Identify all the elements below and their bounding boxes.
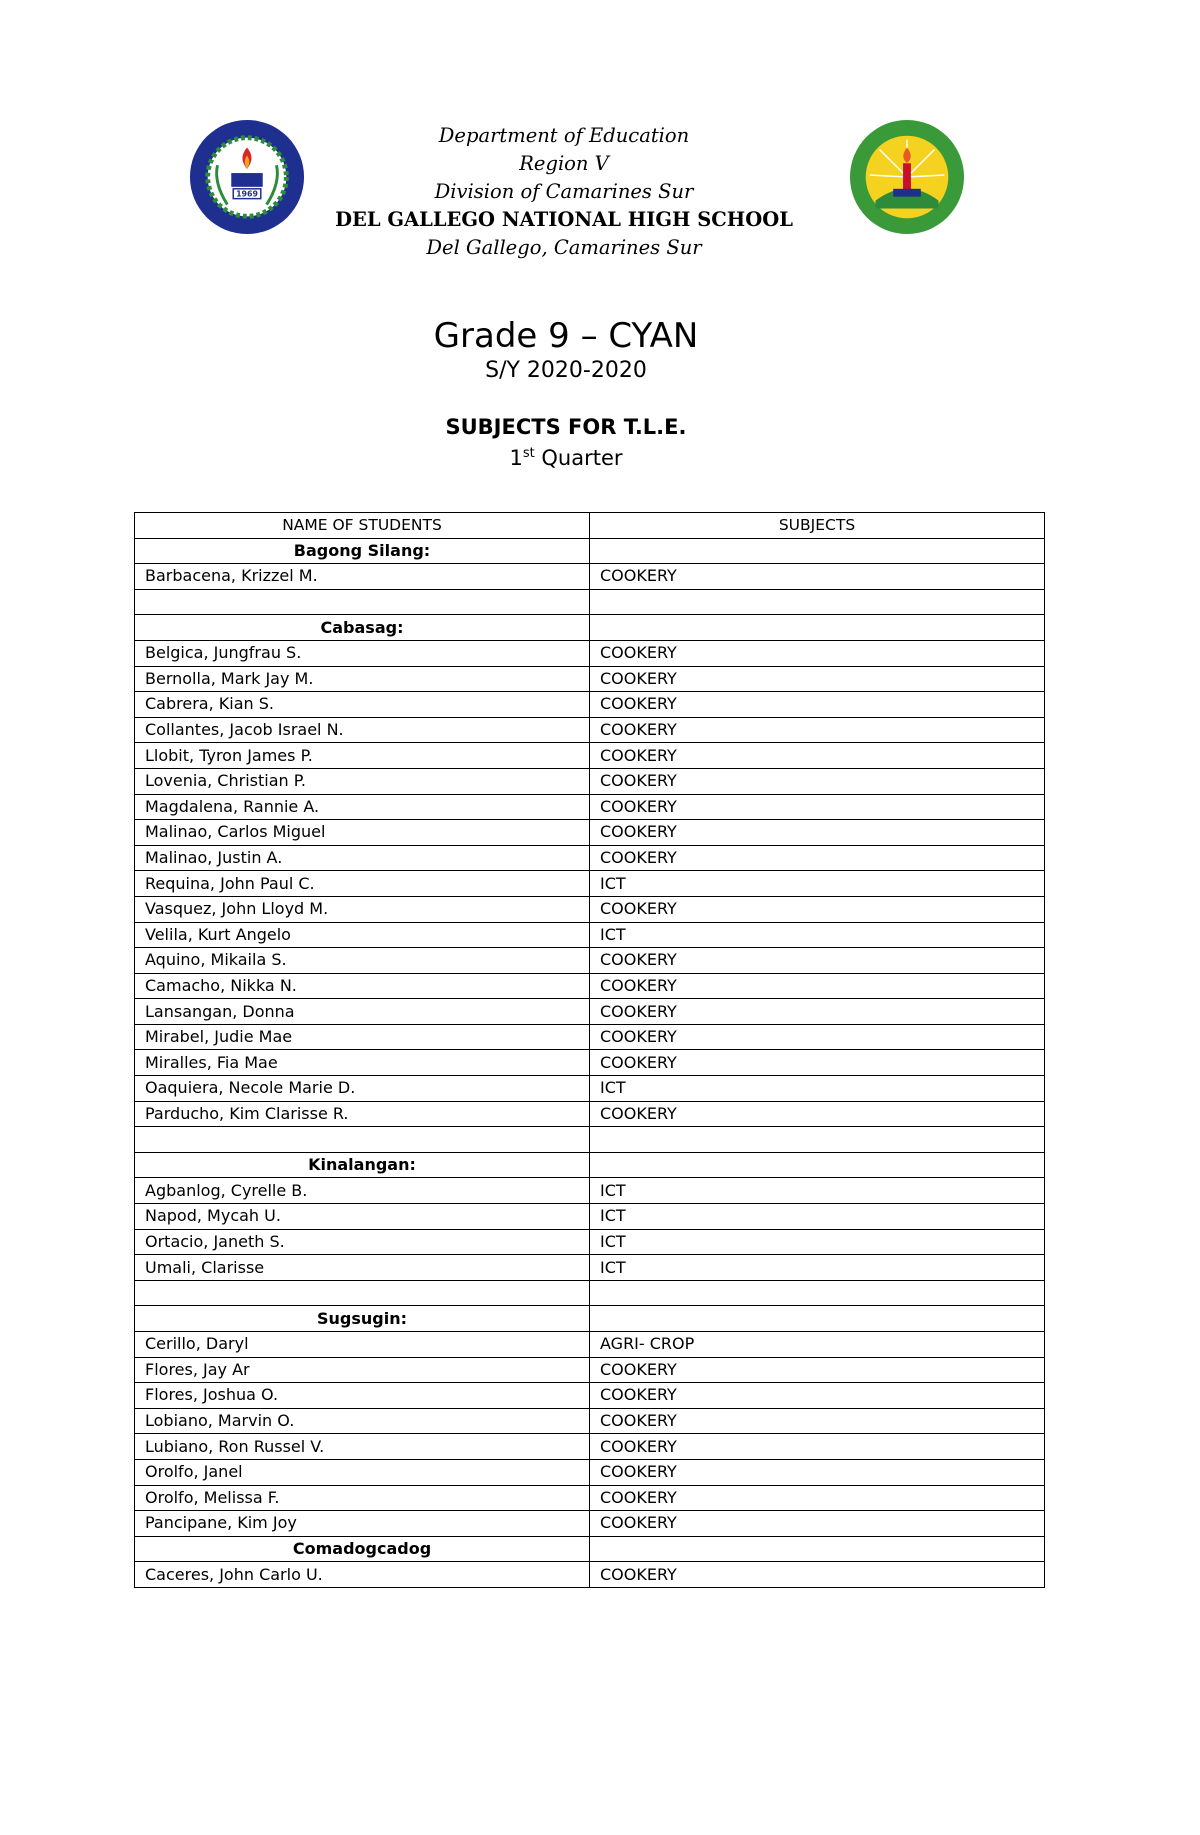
student-name: Lobiano, Marvin O. <box>135 1408 590 1434</box>
table-row <box>135 845 1045 871</box>
student-subject: COOKERY <box>590 1562 1045 1588</box>
student-subject: COOKERY <box>590 1459 1045 1485</box>
table-row <box>135 1434 1045 1460</box>
student-name <box>135 1127 590 1153</box>
group-row <box>135 538 1045 564</box>
table-row <box>135 1076 1045 1102</box>
subjects-heading: SUBJECTS FOR T.L.E. <box>445 415 687 439</box>
student-name: Barbacena, Krizzel M. <box>135 564 590 590</box>
school-logo <box>188 118 306 236</box>
student-subject: COOKERY <box>590 768 1045 794</box>
student-name: Parducho, Kim Clarisse R. <box>135 1101 590 1127</box>
barangay-name: Kinalangan: <box>135 1152 590 1178</box>
table-row <box>135 820 1045 846</box>
table-row <box>135 768 1045 794</box>
table-row <box>135 1459 1045 1485</box>
table-row <box>135 1101 1045 1127</box>
student-name: Llobit, Tyron James P. <box>135 743 590 769</box>
student-name: Collantes, Jacob Israel N. <box>135 717 590 743</box>
student-subject: COOKERY <box>590 794 1045 820</box>
student-name: Orolfo, Janel <box>135 1459 590 1485</box>
table-header-row <box>135 513 1045 539</box>
student-name: Napod, Mycah U. <box>135 1204 590 1230</box>
department-name: Department of Education <box>438 124 690 147</box>
table-row <box>135 1383 1045 1409</box>
quarter-number: 1 <box>509 446 523 470</box>
table-row <box>135 692 1045 718</box>
table-row <box>135 1511 1045 1537</box>
school-name: DEL GALLEGO NATIONAL HIGH SCHOOL <box>335 208 793 231</box>
student-subject: COOKERY <box>590 845 1045 871</box>
student-name <box>135 589 590 615</box>
student-subject: COOKERY <box>590 1408 1045 1434</box>
student-subject: ICT <box>590 871 1045 897</box>
document-header <box>300 122 828 262</box>
student-name: Belgica, Jungfrau S. <box>135 640 590 666</box>
student-name: Ortacio, Janeth S. <box>135 1229 590 1255</box>
student-name: Requina, John Paul C. <box>135 871 590 897</box>
student-subject: COOKERY <box>590 1050 1045 1076</box>
group-row <box>135 1152 1045 1178</box>
student-name: Agbanlog, Cyrelle B. <box>135 1178 590 1204</box>
student-subject <box>590 1306 1045 1332</box>
student-name: Flores, Jay Ar <box>135 1357 590 1383</box>
column-header-name: NAME OF STUDENTS <box>135 513 590 539</box>
student-subject <box>590 589 1045 615</box>
table-row <box>135 922 1045 948</box>
barangay-name: Bagong Silang: <box>135 538 590 564</box>
student-subject <box>590 538 1045 564</box>
blank-row <box>135 1127 1045 1153</box>
student-subject: COOKERY <box>590 1101 1045 1127</box>
quarter-label <box>0 439 1132 473</box>
student-name: Pancipane, Kim Joy <box>135 1511 590 1537</box>
student-name: Cerillo, Daryl <box>135 1332 590 1358</box>
student-name: Velila, Kurt Angelo <box>135 922 590 948</box>
table-row <box>135 1255 1045 1281</box>
table-row <box>135 999 1045 1025</box>
student-subject: ICT <box>590 1229 1045 1255</box>
svg-text:1969: 1969 <box>236 189 258 199</box>
student-subject: COOKERY <box>590 564 1045 590</box>
student-subject <box>590 1280 1045 1306</box>
student-name: Aquino, Mikaila S. <box>135 948 590 974</box>
student-subject: COOKERY <box>590 999 1045 1025</box>
student-subject: COOKERY <box>590 820 1045 846</box>
student-subject: COOKERY <box>590 1357 1045 1383</box>
group-row <box>135 615 1045 641</box>
blank-row <box>135 589 1045 615</box>
barangay-name: Cabasag: <box>135 615 590 641</box>
student-subject: ICT <box>590 1076 1045 1102</box>
blank-row <box>135 1280 1045 1306</box>
student-subject: AGRI- CROP <box>590 1332 1045 1358</box>
student-subject: COOKERY <box>590 717 1045 743</box>
student-subject: ICT <box>590 1178 1045 1204</box>
student-name: Lovenia, Christian P. <box>135 768 590 794</box>
student-subject: COOKERY <box>590 1485 1045 1511</box>
table-row <box>135 666 1045 692</box>
student-subject: ICT <box>590 1255 1045 1281</box>
student-name: Malinao, Carlos Miguel <box>135 820 590 846</box>
table-row <box>135 1485 1045 1511</box>
barangay-name: Sugsugin: <box>135 1306 590 1332</box>
student-subject <box>590 1152 1045 1178</box>
page-title: Grade 9 – CYAN <box>433 316 699 356</box>
student-subject: ICT <box>590 922 1045 948</box>
column-header-subject: SUBJECTS <box>590 513 1045 539</box>
division-name: Division of Camarines Sur <box>434 180 694 203</box>
school-year: S/Y 2020-2020 <box>485 358 647 383</box>
student-subject: COOKERY <box>590 973 1045 999</box>
quarter-suffix: st <box>522 446 535 461</box>
student-subject: COOKERY <box>590 692 1045 718</box>
table-row <box>135 1204 1045 1230</box>
student-name: Orolfo, Melissa F. <box>135 1485 590 1511</box>
school-location: Del Gallego, Camarines Sur <box>426 236 702 259</box>
student-subject: COOKERY <box>590 1024 1045 1050</box>
barangay-name: Comadogcadog <box>135 1536 590 1562</box>
table-row <box>135 1408 1045 1434</box>
student-name: Malinao, Justin A. <box>135 845 590 871</box>
table-row <box>135 1024 1045 1050</box>
student-name: Magdalena, Rannie A. <box>135 794 590 820</box>
table-row <box>135 743 1045 769</box>
student-name: Miralles, Fia Mae <box>135 1050 590 1076</box>
table-row <box>135 794 1045 820</box>
student-subject <box>590 1127 1045 1153</box>
student-name: Oaquiera, Necole Marie D. <box>135 1076 590 1102</box>
student-subject: COOKERY <box>590 1511 1045 1537</box>
student-subject: COOKERY <box>590 640 1045 666</box>
table-body <box>135 538 1045 1587</box>
table-row <box>135 973 1045 999</box>
student-name: Caceres, John Carlo U. <box>135 1562 590 1588</box>
table-row <box>135 948 1045 974</box>
table-row <box>135 1229 1045 1255</box>
group-row <box>135 1306 1045 1332</box>
student-subject: COOKERY <box>590 1434 1045 1460</box>
student-subjects-table <box>134 512 1045 1588</box>
student-subject: COOKERY <box>590 1383 1045 1409</box>
student-name <box>135 1280 590 1306</box>
region-name: Region V <box>519 152 609 175</box>
student-subject: ICT <box>590 1204 1045 1230</box>
table-row <box>135 640 1045 666</box>
student-subject <box>590 1536 1045 1562</box>
table-row <box>135 1357 1045 1383</box>
table-row <box>135 564 1045 590</box>
student-name: Lubiano, Ron Russel V. <box>135 1434 590 1460</box>
table-row <box>135 1050 1045 1076</box>
student-name: Umali, Clarisse <box>135 1255 590 1281</box>
student-subject: COOKERY <box>590 743 1045 769</box>
student-subject: COOKERY <box>590 896 1045 922</box>
table-row <box>135 1178 1045 1204</box>
student-name: Lansangan, Donna <box>135 999 590 1025</box>
student-name: Mirabel, Judie Mae <box>135 1024 590 1050</box>
student-name: Flores, Joshua O. <box>135 1383 590 1409</box>
student-name: Vasquez, John Lloyd M. <box>135 896 590 922</box>
table-row <box>135 871 1045 897</box>
table-row <box>135 1332 1045 1358</box>
division-logo <box>848 118 966 236</box>
table-row <box>135 896 1045 922</box>
table-row <box>135 717 1045 743</box>
student-name: Bernolla, Mark Jay M. <box>135 666 590 692</box>
student-subject: COOKERY <box>590 948 1045 974</box>
quarter-text: Quarter <box>534 446 623 470</box>
student-subject <box>590 615 1045 641</box>
table-row <box>135 1562 1045 1588</box>
student-name: Cabrera, Kian S. <box>135 692 590 718</box>
student-subject: COOKERY <box>590 666 1045 692</box>
student-name: Camacho, Nikka N. <box>135 973 590 999</box>
group-row <box>135 1536 1045 1562</box>
